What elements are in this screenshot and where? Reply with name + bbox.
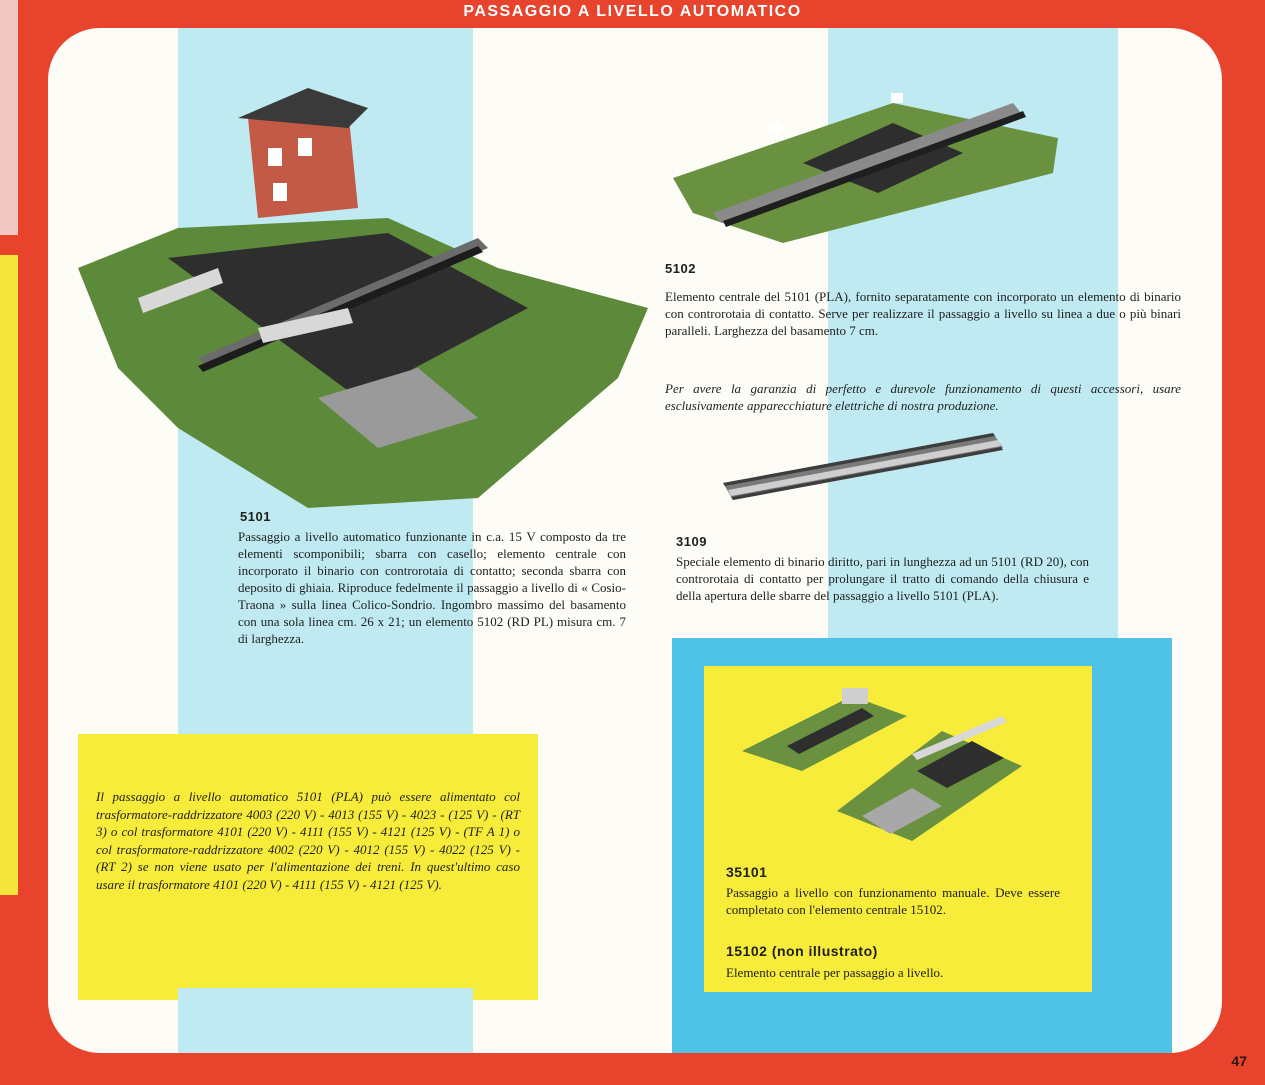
power-supply-note-box: [78, 734, 538, 1000]
product-code-3109: 3109: [676, 534, 707, 549]
level-crossing-5101-illustration: [58, 68, 648, 498]
warranty-note: Per avere la garanzia di perfetto e durevole funzionamento di questi accessori, usare esclusivamente apparecchiature elettriche di nostra produzione.: [665, 381, 1181, 413]
manual-crossing-35101-illustration: [742, 676, 1042, 846]
straight-track-3109-illustration: [723, 428, 1008, 513]
product-description-5102: Elemento centrale del 5101 (PLA), fornito separatamente con incorporato un elemento di binario con controrotaia di contatto. Serve per realizzare il passaggio a livello su linea a due o più binari paralleli. Larghezza del basamento 7 cm.: [665, 289, 1181, 338]
left-page-edge: [0, 0, 18, 1085]
product-description-35101: Passaggio a livello con funzionamento manuale. Deve essere completato con l'elemento centrale 15102.: [726, 885, 1060, 917]
product-code-5101: 5101: [240, 509, 271, 524]
page-number: 47: [1231, 1053, 1247, 1069]
product-code-5102: 5102: [665, 261, 696, 276]
product-code-15102: 15102 (non illustrato): [726, 943, 878, 959]
product-description-15102: Elemento centrale per passaggio a livello.: [726, 965, 944, 980]
manual-crossing-box: [672, 638, 1172, 1053]
product-code-35101: 35101: [726, 864, 768, 880]
catalog-panel: [48, 28, 1222, 1053]
power-supply-note: Il passaggio a livello automatico 5101 (PLA) può essere alimentato col trasformatore-raddrizzatore 4003 (220 V) - 4013 (155 V) - 4023 - (125 V) - (RT 3) o col trasformatore 4101 (220 V) - 4111 (155 V) - 4121 (125 V) - (TF A 1) o col trasformatore-raddrizzatore 4002 (220 V) - 4012 (155 V) - 4022 (125 V) - (RT 2) se non viene usato per l'alimentazione dei treni. In quest'ultimo caso usare il trasformatore 4101 (220 V) - 4111 (155 V) - 4121 (125 V).: [96, 789, 520, 892]
cyan-band-bottom: [178, 988, 473, 1053]
central-element-5102-illustration: [673, 83, 1063, 253]
manual-crossing-inner: [704, 666, 1092, 992]
product-description-3109: Speciale elemento di binario diritto, pari in lunghezza ad un 5101 (RD 20), con controrotaia di contatto per prolungare il tratto di comando della chiusura e della apertura delle sbarre del passaggio a livello 5101 (PLA).: [676, 554, 1089, 603]
page-title: PASSAGGIO A LIVELLO AUTOMATICO: [463, 3, 802, 20]
product-description-5101: Passaggio a livello automatico funzionante in c.a. 15 V composto da tre elementi scomponibili; sbarra con casello; elemento centrale con incorporato il binario con controrotaia di contatto; seconda sbarra con deposito di ghiaia. Riproduce fedelmente il passaggio a livello di « Cosio-Traona » sulla linea Colico-Sondrio. Ingombro massimo del basamento con una sola linea cm. 26 x 21; un elemento 5102 (RD PL) misura cm. 7 di larghezza.: [238, 529, 626, 646]
